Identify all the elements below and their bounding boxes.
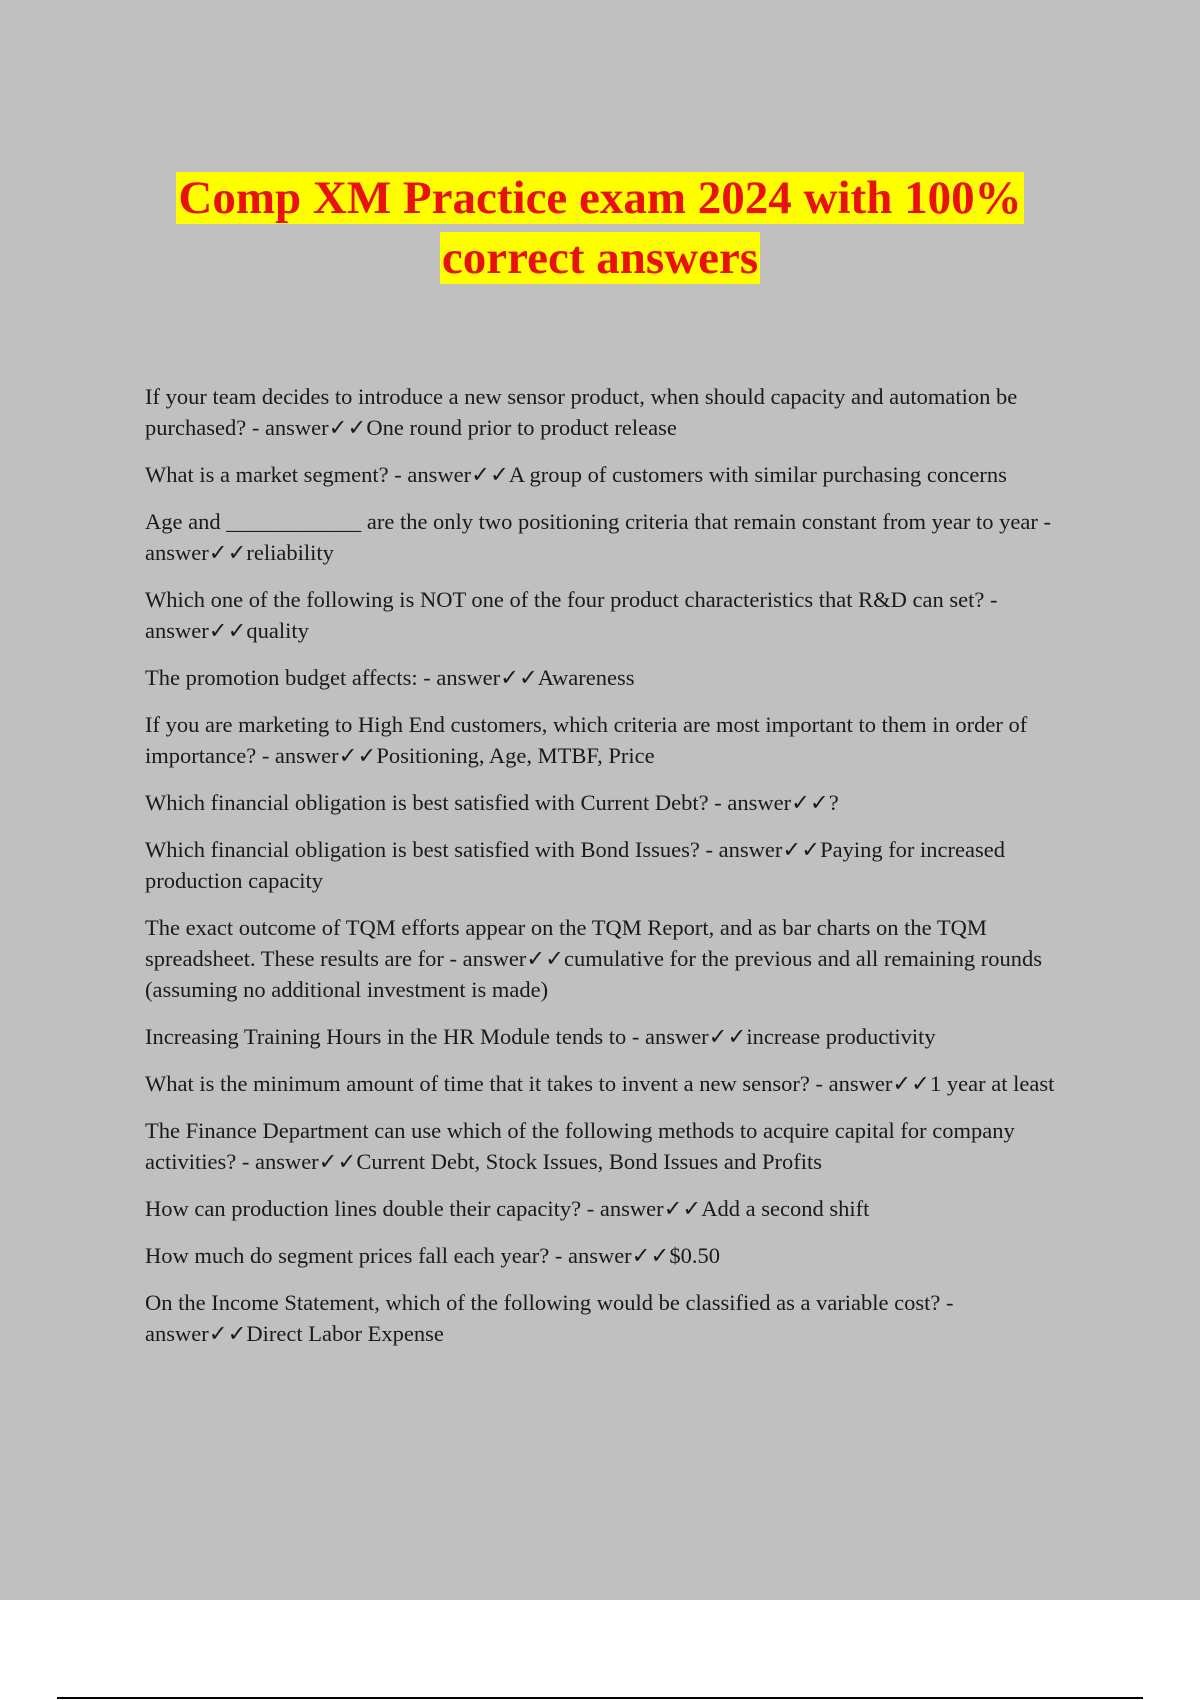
qa-item: What is a market segment? - answer✓✓A group of customers with similar purchasing concerns (145, 462, 1007, 487)
title-line-2: correct answers (441, 232, 759, 284)
qa-item: Which financial obligation is best satisfied with Bond Issues? - answer✓✓Paying for increased production capacity (145, 837, 1005, 893)
qa-item: Age and ____________ are the only two positioning criteria that remain constant from year to year - answer✓✓reliability (145, 509, 1051, 565)
qa-item: The exact outcome of TQM efforts appear on the TQM Report, and as bar charts on the TQM spreadsheet. These results are for - answer✓✓cumulative for the previous and all remaining rounds (assuming no additional investment is made) (145, 915, 1043, 1002)
qa-item: What is the minimum amount of time that it takes to invent a new sensor? - answer✓✓1 year at least (145, 1071, 1055, 1096)
qa-item: How much do segment prices fall each year? - answer✓✓$0.50 (145, 1243, 721, 1268)
qa-item: If you are marketing to High End customers, which criteria are most important to them in order of importance? - answer✓✓Positioning, Age, MTBF, Price (145, 712, 1028, 768)
qa-item: Which financial obligation is best satisfied with Current Debt? - answer✓✓? (145, 790, 839, 815)
footer-rule (57, 1697, 1143, 1699)
qa-item: The Finance Department can use which of the following methods to acquire capital for company activities? - answer✓✓Current Debt, Stock Issues, Bond Issues and Profits (145, 1118, 1015, 1174)
qa-item: How can production lines double their capacity? - answer✓✓Add a second shift (145, 1196, 870, 1221)
qa-item: On the Income Statement, which of the following would be classified as a variable cost? - answer✓✓Direct Labor Expense (145, 1290, 954, 1346)
qa-item: The promotion budget affects: - answer✓✓Awareness (145, 665, 635, 690)
document-title (0, 168, 1200, 288)
title-line-1: Comp XM Practice exam 2024 with 100% (178, 172, 1022, 224)
qa-list (145, 381, 1090, 1365)
qa-item: Increasing Training Hours in the HR Module tends to - answer✓✓increase productivity (145, 1024, 936, 1049)
qa-item: If your team decides to introduce a new sensor product, when should capacity and automation be purchased? - answer✓✓One round prior to product release (145, 384, 1018, 440)
qa-item: Which one of the following is NOT one of the four product characteristics that R&D can set? - answer✓✓quality (145, 587, 998, 643)
